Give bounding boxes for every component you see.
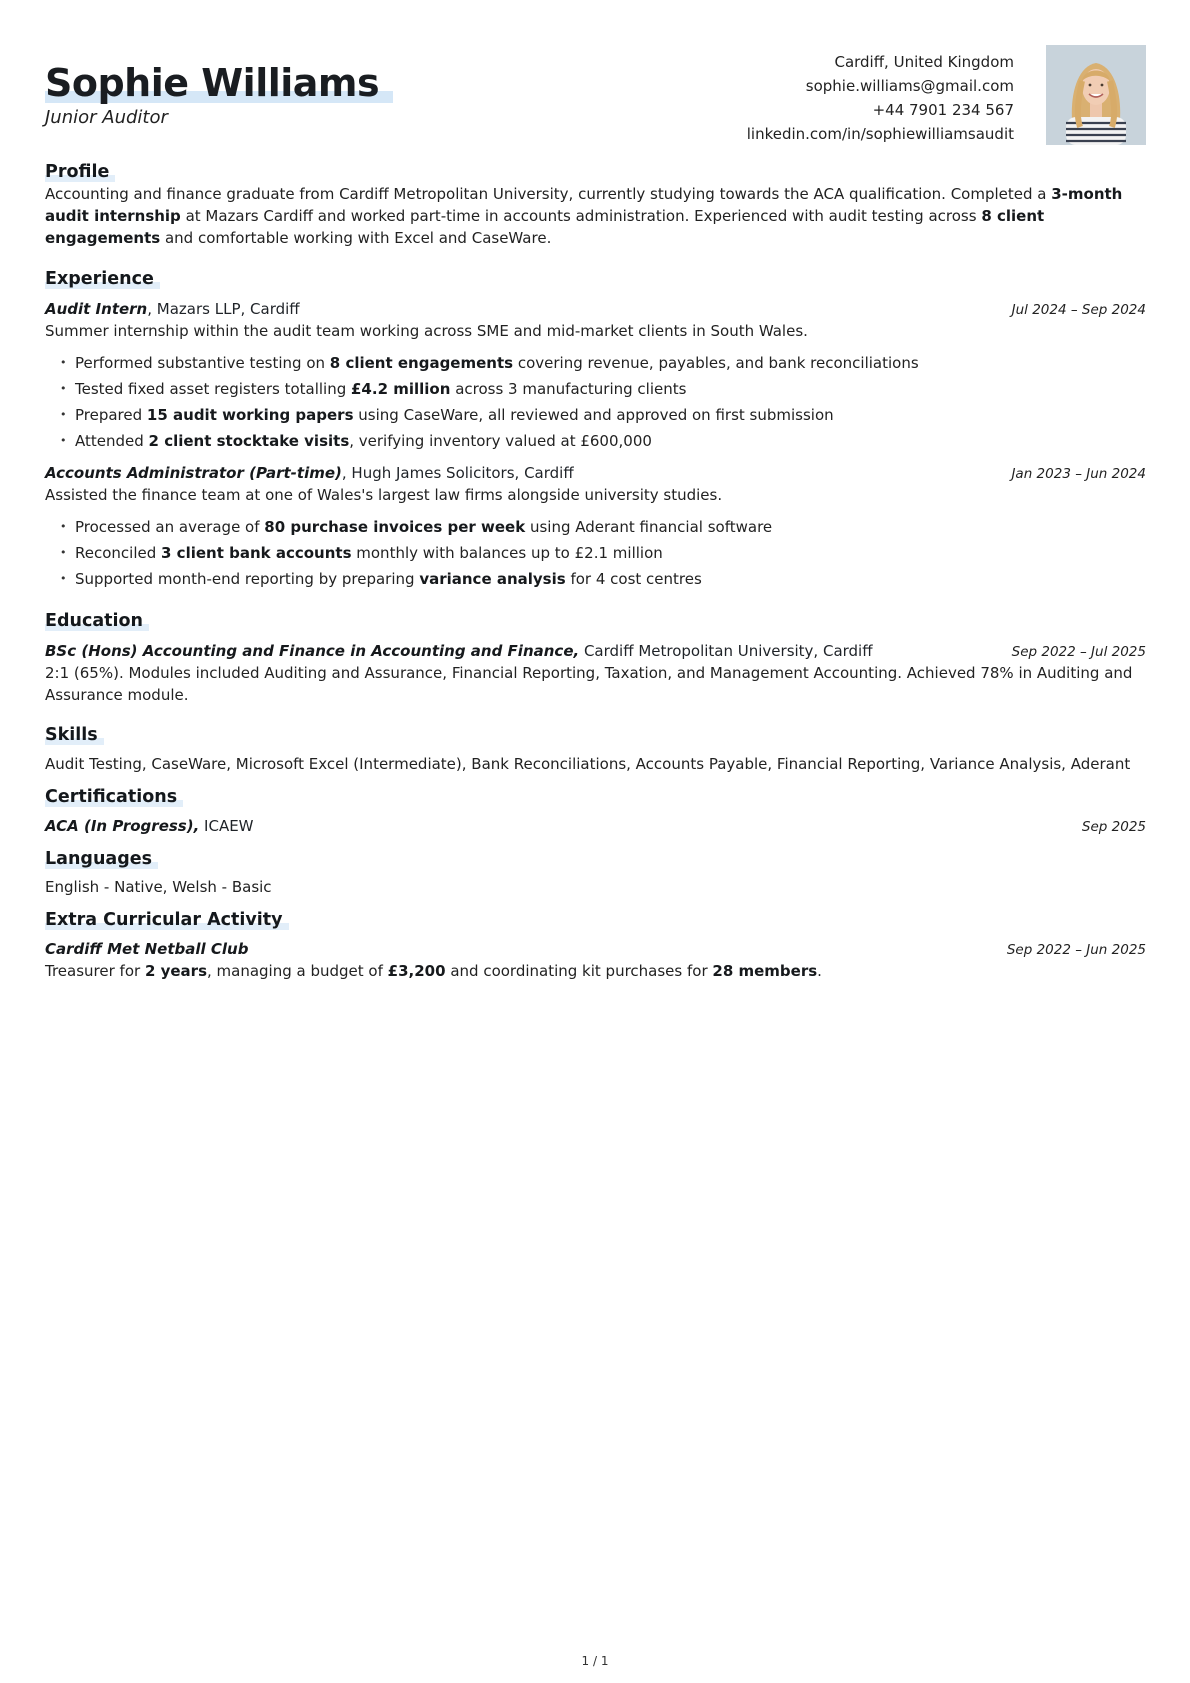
text-run: monthly with balances up to £2.1 million bbox=[351, 544, 663, 562]
institution: Cardiff Metropolitan University, Cardiff bbox=[579, 642, 873, 660]
bullet-item bbox=[45, 402, 1146, 428]
job-entry bbox=[45, 462, 1146, 592]
activity-dates: Sep 2022 – Jun 2025 bbox=[1006, 942, 1146, 958]
text-run: Processed an average of bbox=[75, 518, 265, 536]
certification-date: Sep 2025 bbox=[1081, 819, 1146, 835]
text-run: , verifying inventory valued at £600,000 bbox=[349, 432, 652, 450]
text-run: covering revenue, payables, and bank reconciliations bbox=[513, 354, 919, 372]
text-run: and comfortable working with Excel and CaseWare. bbox=[160, 229, 552, 247]
emphasis-text: variance analysis bbox=[419, 570, 566, 588]
text-run: Performed substantive testing on bbox=[75, 354, 330, 372]
experience-section bbox=[45, 268, 1146, 592]
text-run: Reconciled bbox=[75, 544, 162, 562]
text-run: across 3 manufacturing clients bbox=[450, 380, 687, 398]
bullet-item bbox=[45, 566, 1146, 592]
contact-info bbox=[747, 50, 1014, 146]
emphasis-text: £3,200 bbox=[387, 962, 446, 980]
job-dates: Jan 2023 – Jun 2024 bbox=[1011, 466, 1146, 482]
languages-list: English - Native, Welsh - Basic bbox=[45, 878, 272, 896]
job-bullets bbox=[45, 350, 1146, 454]
job-role: Audit Intern bbox=[45, 300, 148, 318]
certification-issuer: ICAEW bbox=[199, 817, 254, 835]
job-dates: Jul 2024 – Sep 2024 bbox=[1011, 302, 1146, 318]
activity-header bbox=[45, 938, 1146, 960]
certification-name: ACA (In Progress), bbox=[45, 817, 200, 835]
certification-entry bbox=[45, 815, 1146, 837]
education-section bbox=[45, 610, 1146, 706]
extracurricular-section bbox=[45, 909, 1146, 982]
candidate-name: Sophie Williams bbox=[45, 61, 380, 105]
phone: +44 7901 234 567 bbox=[872, 101, 1014, 119]
text-run: at Mazars Cardiff and worked part-time in accounts administration. Experienced with audit testing across bbox=[180, 207, 982, 225]
education-entry bbox=[45, 640, 1146, 706]
job-summary: Summer internship within the audit team working across SME and mid-market clients in South Wales. bbox=[45, 322, 808, 340]
text-run: . bbox=[817, 962, 822, 980]
bullet-item bbox=[45, 376, 1146, 402]
emphasis-text: 3-month audit internship bbox=[45, 185, 1123, 225]
emphasis-text: 8 client engagements bbox=[45, 207, 1045, 247]
bullet-item bbox=[45, 514, 1146, 540]
emphasis-text: £4.2 million bbox=[351, 380, 451, 398]
text-run: using Aderant financial software bbox=[525, 518, 773, 536]
experience-heading: Experience bbox=[45, 269, 154, 289]
certifications-heading: Certifications bbox=[45, 787, 178, 807]
activity-name: Cardiff Met Netball Club bbox=[45, 940, 249, 958]
emphasis-text: 3 client bank accounts bbox=[161, 544, 352, 562]
emphasis-text: 28 members bbox=[712, 962, 818, 980]
name-block bbox=[45, 61, 379, 128]
location: Cardiff, United Kingdom bbox=[834, 53, 1014, 71]
text-run: and coordinating kit purchases for bbox=[445, 962, 713, 980]
page-indicator: 1 / 1 bbox=[581, 1654, 609, 1668]
profile-text bbox=[45, 183, 1146, 249]
job-role: Accounts Administrator (Part-time) bbox=[45, 464, 342, 482]
bullet-item bbox=[45, 428, 1146, 454]
portrait-image-icon bbox=[1046, 45, 1146, 145]
education-details: 2:1 (65%). Modules included Auditing and Assurance, Financial Reporting, Taxation, and Management Accounting. Achieved 78% in Auditing and Assurance module. bbox=[45, 664, 1133, 704]
job-title: Junior Auditor bbox=[45, 107, 168, 128]
languages-heading: Languages bbox=[45, 849, 153, 869]
job-entry bbox=[45, 298, 1146, 454]
bullet-item bbox=[45, 350, 1146, 376]
text-run: Attended bbox=[75, 432, 149, 450]
skills-section bbox=[45, 724, 1146, 775]
bullet-item bbox=[45, 540, 1146, 566]
text-run: Prepared bbox=[75, 406, 147, 424]
skills-heading: Skills bbox=[45, 725, 98, 745]
text-run: for 4 cost centres bbox=[565, 570, 702, 588]
profile-heading: Profile bbox=[45, 162, 110, 182]
activity-line bbox=[45, 938, 248, 960]
resume-page bbox=[45, 45, 1146, 982]
extracurricular-heading: Extra Curricular Activity bbox=[45, 910, 283, 930]
emphasis-text: 2 years bbox=[144, 962, 207, 980]
emphasis-text: 15 audit working papers bbox=[146, 406, 354, 424]
text-run: using CaseWare, all reviewed and approved on first submission bbox=[353, 406, 834, 424]
text-run: Treasurer for bbox=[45, 962, 145, 980]
education-heading: Education bbox=[45, 611, 143, 631]
certifications-section bbox=[45, 786, 1146, 837]
profile-section bbox=[45, 161, 1146, 249]
emphasis-text: 2 client stocktake visits bbox=[148, 432, 350, 450]
job-bullets bbox=[45, 514, 1146, 592]
resume-header bbox=[45, 45, 1146, 155]
text-run: Tested fixed asset registers totalling bbox=[75, 380, 351, 398]
education-header bbox=[45, 640, 1146, 662]
text-run: Supported month-end reporting by preparing bbox=[75, 570, 420, 588]
languages-section bbox=[45, 848, 1146, 898]
degree-line bbox=[45, 640, 873, 662]
emphasis-text: 8 client engagements bbox=[329, 354, 514, 372]
job-title-line bbox=[45, 298, 300, 320]
job-title-line bbox=[45, 462, 574, 484]
emphasis-text: 80 purchase invoices per week bbox=[264, 518, 526, 536]
text-run: Accounting and finance graduate from Cardiff Metropolitan University, currently studying towards the ACA qualification. Completed a bbox=[45, 185, 1052, 203]
linkedin-link[interactable]: linkedin.com/in/sophiewilliamsaudit bbox=[746, 125, 1014, 143]
degree-name: BSc (Hons) Accounting and Finance in Accounting and Finance, bbox=[45, 642, 580, 660]
activity-description bbox=[45, 960, 1146, 982]
job-company: , Hugh James Solicitors, Cardiff bbox=[341, 464, 574, 482]
job-summary: Assisted the finance team at one of Wales's largest law firms alongside university studies. bbox=[45, 486, 723, 504]
text-run: , managing a budget of bbox=[207, 962, 388, 980]
job-header bbox=[45, 462, 1146, 484]
job-company: , Mazars LLP, Cardiff bbox=[147, 300, 300, 318]
education-dates: Sep 2022 – Jul 2025 bbox=[1011, 644, 1146, 660]
profile-photo bbox=[1046, 45, 1146, 145]
skills-list: Audit Testing, CaseWare, Microsoft Excel (Intermediate), Bank Reconciliations, Accounts Payable, Financial Reporting, Variance Analysis, Aderant bbox=[45, 755, 1131, 773]
certification-line bbox=[45, 815, 254, 837]
email-link[interactable]: sophie.williams@gmail.com bbox=[805, 77, 1014, 95]
job-header bbox=[45, 298, 1146, 320]
